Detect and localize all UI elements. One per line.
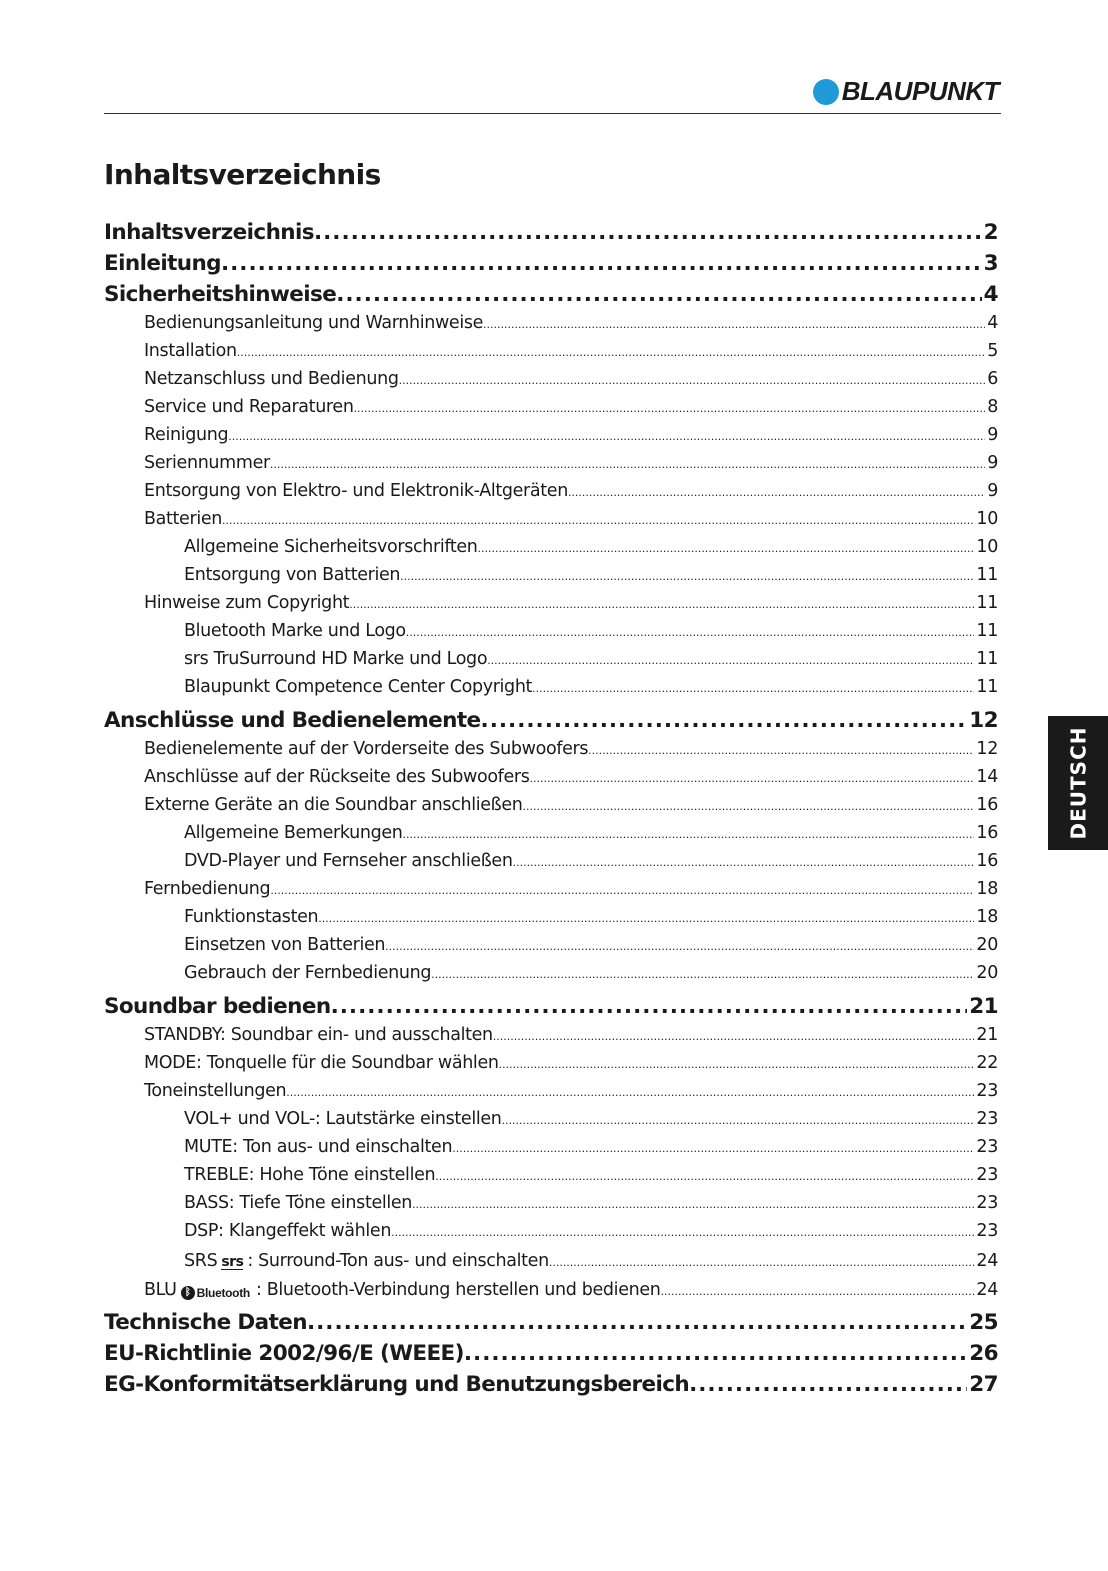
toc-entry-title: DVD-Player und Fernseher anschließen	[184, 851, 513, 871]
toc-dot-leader	[513, 856, 975, 869]
toc-page-number: 18	[976, 879, 998, 899]
toc-page-number: 23	[976, 1137, 998, 1157]
toc-entry-title: Fernbedienung	[144, 879, 271, 899]
toc-entry-title: MODE: Tonquelle für die Soundbar wählen	[144, 1053, 499, 1073]
toc-page-number: 25	[969, 1309, 998, 1335]
toc-entry[interactable]	[104, 1310, 998, 1335]
toc-dot-leader	[431, 968, 974, 981]
toc-page-number: 16	[976, 851, 998, 871]
toc-dot-leader	[391, 1226, 974, 1239]
toc-page-number: 23	[976, 1165, 998, 1185]
brand-name: BLAUPUNKT	[841, 76, 999, 106]
toc-page-number: 21	[969, 994, 998, 1019]
toc-entry[interactable]	[104, 708, 998, 733]
srs-logo-icon: srs	[221, 1253, 244, 1270]
toc-page-number: 14	[976, 767, 998, 787]
page-title: Inhaltsverzeichnis	[104, 158, 381, 191]
toc-dot-leader	[221, 251, 982, 276]
toc-entry[interactable]	[144, 509, 998, 529]
toc-entry[interactable]	[104, 282, 998, 307]
toc-dot-leader	[689, 1372, 967, 1397]
toc-entry[interactable]	[184, 621, 998, 641]
toc-entry-title: Seriennummer	[144, 453, 270, 473]
toc-entry[interactable]	[144, 795, 998, 815]
toc-page-number: 3	[983, 251, 998, 276]
toc-entry[interactable]	[144, 369, 998, 389]
toc-entry[interactable]	[184, 537, 998, 557]
toc-entry-title: EG-Konformitätserklärung und Benutzungsbereich	[104, 1371, 690, 1397]
toc-entry[interactable]	[104, 251, 998, 276]
toc-dot-leader	[568, 486, 985, 499]
toc-page-number: 27	[969, 1371, 998, 1397]
toc-entry-title: Allgemeine Sicherheitsvorschriften	[184, 537, 478, 557]
toc-dot-leader	[354, 402, 986, 415]
toc-entry-title: MUTE: Ton aus- und einschalten	[184, 1137, 453, 1157]
toc-entry-title: BLU ᛒ Bluetooth : Bluetooth-Verbindung herstellen und bedienen	[144, 1280, 661, 1300]
toc-dot-leader	[499, 1058, 975, 1071]
toc-entry-title: Bluetooth Marke und Logo	[184, 621, 406, 641]
toc-page-number: 9	[987, 481, 998, 501]
toc-dot-leader	[237, 346, 985, 359]
toc-entry[interactable]	[184, 1193, 998, 1213]
toc-page-number: 22	[976, 1053, 998, 1073]
toc-dot-leader	[318, 912, 974, 925]
toc-page-number: 11	[976, 565, 998, 585]
toc-entry[interactable]	[104, 994, 998, 1019]
toc-dot-leader	[502, 1114, 975, 1127]
toc-dot-leader	[435, 1170, 974, 1183]
toc-page-number: 2	[983, 220, 998, 245]
toc-entry[interactable]	[184, 677, 998, 697]
toc-page-number: 10	[976, 537, 998, 557]
brand-logo	[813, 76, 999, 107]
toc-entry[interactable]	[104, 220, 998, 245]
toc-entry-title: Allgemeine Bemerkungen	[184, 823, 403, 843]
toc-entry-title: Einleitung	[104, 251, 221, 276]
toc-page-number: 21	[976, 1025, 998, 1045]
toc-dot-leader	[530, 772, 975, 785]
toc-entry-title: Service und Reparaturen	[144, 397, 354, 417]
toc-entry[interactable]	[184, 907, 998, 927]
toc-entry[interactable]	[184, 963, 998, 983]
toc-page-number: 24	[976, 1280, 998, 1300]
toc-entry[interactable]	[144, 879, 998, 899]
toc-entry[interactable]	[144, 313, 998, 333]
toc-page-number: 4	[987, 313, 998, 333]
toc-entry-prefix: SRS	[184, 1250, 218, 1271]
toc-page-number: 24	[976, 1250, 998, 1271]
toc-dot-leader	[452, 1142, 974, 1155]
toc-dot-leader	[228, 430, 985, 443]
toc-dot-leader	[487, 654, 974, 667]
toc-dot-leader	[412, 1198, 974, 1211]
toc-entry[interactable]	[144, 767, 998, 787]
toc-dot-leader	[406, 626, 975, 639]
toc-entry-title: Bedienungsanleitung und Warnhinweise	[144, 313, 484, 333]
toc-page-number: 12	[969, 708, 998, 733]
toc-page-number: 12	[976, 739, 998, 759]
toc-dot-leader	[532, 682, 974, 695]
toc-entry[interactable]	[144, 453, 998, 473]
toc-entry-title: Hinweise zum Copyright	[144, 593, 350, 613]
toc-entry[interactable]	[184, 565, 998, 585]
toc-entry-title: DSP: Klangeffekt wählen	[184, 1221, 392, 1241]
toc-dot-leader	[478, 542, 975, 555]
toc-entry[interactable]	[144, 1081, 998, 1101]
toc-dot-leader	[286, 1086, 974, 1099]
language-tab-label: DEUTSCH	[1066, 726, 1090, 840]
toc-dot-leader	[336, 282, 981, 307]
toc-page-number: 23	[976, 1109, 998, 1129]
toc-page-number: 11	[976, 621, 998, 641]
toc-entry-title: TREBLE: Hohe Töne einstellen	[184, 1165, 436, 1185]
toc-entry-title: Externe Geräte an die Soundbar anschließen	[144, 795, 523, 815]
toc-page-number: 20	[976, 935, 998, 955]
toc-dot-leader	[403, 828, 975, 841]
toc-entry-title: Toneinstellungen	[144, 1081, 287, 1101]
toc-entry[interactable]	[144, 739, 998, 759]
toc-dot-leader	[222, 514, 974, 527]
toc-dot-leader	[464, 1341, 967, 1366]
brand-dot-icon	[813, 79, 839, 105]
toc-entry-title: STANDBY: Soundbar ein- und ausschalten	[144, 1025, 493, 1045]
toc-entry[interactable]	[184, 649, 998, 669]
toc-dot-leader	[483, 318, 985, 331]
toc-entry-title: Gebrauch der Fernbedienung	[184, 963, 432, 983]
toc-entry-title: Sicherheitshinweise	[104, 282, 337, 307]
toc-entry[interactable]	[144, 1280, 998, 1300]
toc-dot-leader	[481, 708, 968, 733]
page-header	[104, 70, 1001, 114]
toc-entry[interactable]	[184, 1137, 998, 1157]
toc-dot-leader	[522, 800, 974, 813]
toc-entry[interactable]	[144, 341, 998, 361]
language-tab	[1048, 716, 1108, 850]
toc-page-number: 16	[976, 795, 998, 815]
toc-entry-title: Netzanschluss und Bedienung	[144, 369, 399, 389]
toc-entry-title: EU-Richtlinie 2002/96/E (WEEE)	[104, 1340, 464, 1366]
toc-entry[interactable]	[184, 1251, 998, 1271]
toc-dot-leader	[400, 570, 974, 583]
toc-entry[interactable]	[144, 1053, 998, 1073]
toc-page-number: 18	[976, 907, 998, 927]
toc-page-number: 4	[983, 282, 998, 307]
toc-dot-leader	[385, 940, 974, 953]
toc-entry[interactable]	[144, 1025, 998, 1045]
toc-dot-leader	[314, 220, 982, 245]
toc-entry-title: Entsorgung von Batterien	[184, 565, 401, 585]
toc-entry-title: Funktionstasten	[184, 907, 319, 927]
toc-entry[interactable]	[184, 1221, 998, 1241]
bluetooth-logo-icon: ᛒ Bluetooth	[181, 1286, 250, 1300]
toc-entry[interactable]	[144, 481, 998, 501]
toc-page-number: 8	[987, 397, 998, 417]
toc-dot-leader	[307, 1310, 967, 1335]
toc-entry-title: Entsorgung von Elektro- und Elektronik-Altgeräten	[144, 481, 568, 501]
toc-entry-title: srs TruSurround HD Marke und Logo	[184, 649, 488, 669]
toc-dot-leader	[349, 598, 974, 611]
toc-dot-leader	[588, 744, 974, 757]
toc-dot-leader	[493, 1030, 975, 1043]
toc-entry-title: Inhaltsverzeichnis	[104, 220, 314, 245]
toc-page-number: 9	[987, 453, 998, 473]
toc-dot-leader	[549, 1256, 975, 1269]
toc-dot-leader	[661, 1285, 975, 1298]
toc-entry-title: Anschlüsse und Bedienelemente	[104, 708, 481, 733]
toc-entry-title: Soundbar bedienen	[104, 994, 331, 1019]
toc-entry[interactable]	[104, 1372, 998, 1397]
toc-entry[interactable]	[184, 823, 998, 843]
toc-entry[interactable]	[184, 1165, 998, 1185]
toc-page-number: 9	[987, 425, 998, 445]
toc-page-number: 11	[976, 677, 998, 697]
toc-page-number: 23	[976, 1081, 998, 1101]
toc-entry[interactable]	[104, 1341, 998, 1366]
toc-entry-title: Technische Daten	[104, 1309, 307, 1335]
toc-page-number: 26	[969, 1340, 998, 1366]
toc-entry[interactable]	[144, 425, 998, 445]
toc-entry-title: BASS: Tiefe Töne einstellen	[184, 1193, 413, 1213]
toc-page-number: 10	[976, 509, 998, 529]
toc-page-number: 20	[976, 963, 998, 983]
toc-entry[interactable]	[144, 593, 998, 613]
toc-entry-title: Reinigung	[144, 425, 229, 445]
toc-dot-leader	[270, 458, 985, 471]
toc-entry-title: Einsetzen von Batterien	[184, 935, 386, 955]
toc-entry-title: Blaupunkt Competence Center Copyright	[184, 677, 533, 697]
toc-entry-title: Batterien	[144, 509, 222, 529]
toc-entry[interactable]	[184, 935, 998, 955]
toc-entry[interactable]	[184, 1109, 998, 1129]
toc-page-number: 16	[976, 823, 998, 843]
toc-dot-leader	[331, 994, 968, 1019]
toc-entry-title: Bedienelemente auf der Vorderseite des Subwoofers	[144, 739, 589, 759]
toc-dot-leader	[399, 374, 986, 387]
toc-entry-title: SRS srs : Surround-Ton aus- und einschalten	[184, 1250, 549, 1271]
toc-page-number: 6	[987, 369, 998, 389]
toc-page-number: 23	[976, 1221, 998, 1241]
toc-entry[interactable]	[144, 397, 998, 417]
toc-entry-prefix: BLU	[144, 1280, 177, 1300]
toc-entry-title: Installation	[144, 341, 237, 361]
toc-entry-title: VOL+ und VOL-: Lautstärke einstellen	[184, 1109, 502, 1129]
toc-page-number: 11	[976, 649, 998, 669]
toc-page-number: 11	[976, 593, 998, 613]
toc-dot-leader	[270, 884, 974, 897]
toc-page-number: 23	[976, 1193, 998, 1213]
toc-entry[interactable]	[184, 851, 998, 871]
toc-page-number: 5	[987, 341, 998, 361]
toc-entry-title: Anschlüsse auf der Rückseite des Subwoofers	[144, 767, 530, 787]
